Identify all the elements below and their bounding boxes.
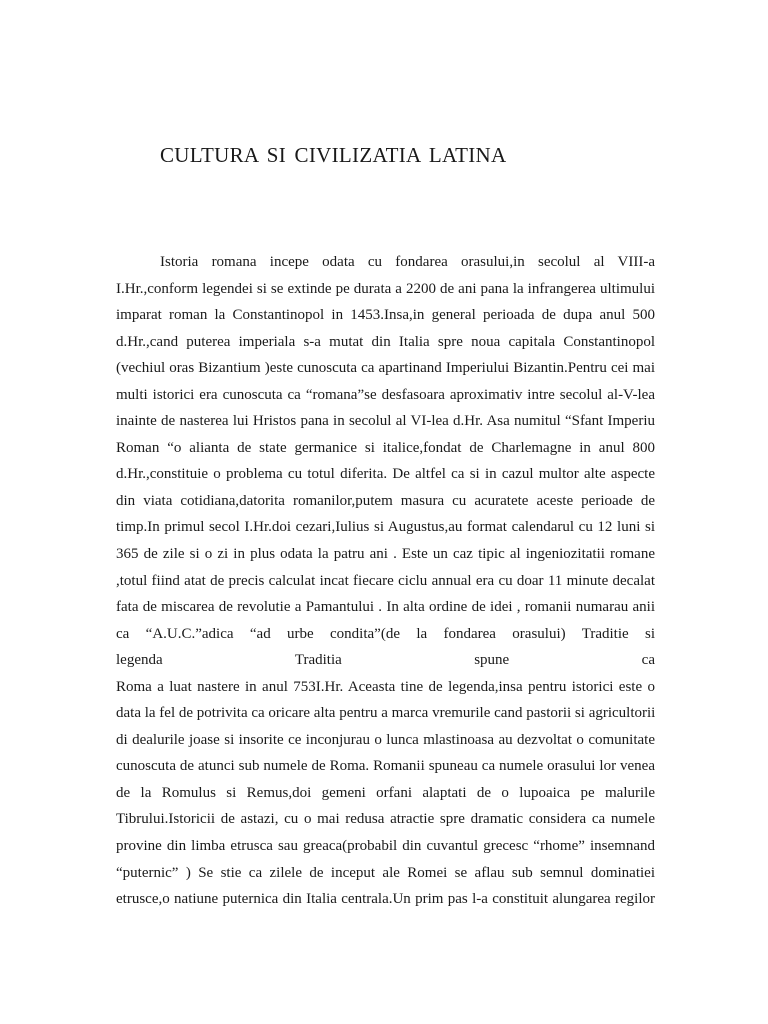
text-line: de la Romulus si Remus,doi gemeni orfani alaptati de o lupoaica pe malurile xyxy=(116,784,655,801)
text-line: d.Hr.,constituie o problema cu totul diferita. De altfel ca si in cazul multor alte aspecte xyxy=(116,466,655,483)
text-line: imparat roman la Constantinopol in 1453.Insa,in general perioada de dupa anul 500 xyxy=(116,307,655,324)
text-line: I.Hr.,conform legendei si se extinde pe durata a 2200 de ani pana la infrangerea ultimului xyxy=(116,280,655,297)
text-line: d.Hr.,cand puterea imperiala s-a mutat din Italia spre noua capitala Constantinopol xyxy=(116,333,655,350)
text-line: 365 de zile si o zi in plus odata la patru ani . Este un caz tipic al ingeniozitatii romane xyxy=(116,546,655,563)
text-line: din viata cotidiana,datorita romanilor,putem masura cu acuratete aceste perioade de xyxy=(116,492,655,509)
text-line: multi istorici era cunoscuta ca “romana”se desfasoara aproximativ intre secolul al-V-lea xyxy=(116,386,655,403)
text-line: Tibrului.Istoricii de astazi, cu o mai redusa atractie spre dramatic considera ca numele xyxy=(116,811,655,828)
text-line: etrusce,o natiune puternica din Italia centrala.Un prim pas l-a constituit alungarea regilor xyxy=(116,891,655,908)
document-title: CULTURA SI CIVILIZATIA LATINA xyxy=(160,143,507,167)
text-line: provine din limba etrusca sau greaca(probabil din cuvantul grecesc “rhome” insemnand xyxy=(116,838,655,855)
text-line: ca “A.U.C.”adica “ad urbe condita”(de la fondarea orasului) Traditie si xyxy=(116,625,655,642)
text-line: (vechiul oras Bizantium )este cunoscuta ca apartinand Imperiului Bizantin.Pentru cei mai xyxy=(116,360,655,377)
text-line: cunoscuta de atunci sub numele de Roma. Romanii spuneau ca numele orasului lor venea xyxy=(116,758,655,775)
text-line: fata de miscarea de revolutie a Pamantului . In alta ordine de idei , romanii numarau anii xyxy=(116,599,655,616)
text-line: Roman “o alianta de state germanice si italice,fondat de Charlemagne in anul 800 xyxy=(116,439,655,456)
text-line: ,totul fiind atat de precis calculat incat fiecare ciclu annual era cu doar 11 minute decalat xyxy=(116,572,655,589)
text-line: legenda Traditia spune ca xyxy=(116,652,655,669)
text-line: Istoria romana incepe odata cu fondarea orasului,in secolul al VIII-a xyxy=(160,254,655,270)
text-line: data la fel de potrivita ca oricare alta pentru a marca vremurile cand pastorii si agricultorii xyxy=(116,705,656,722)
text-line: “puternic” ) Se stie ca zilele de inceput ale Romei se aflau sub semnul dominatiei xyxy=(116,864,655,881)
text-line: inainte de nasterea lui Hristos pana in secolul al VI-lea d.Hr. Asa numitul “Sfant Imperiu xyxy=(116,413,655,430)
body-paragraph xyxy=(116,249,655,913)
text-line: Roma a luat nastere in anul 753I.Hr. Aceasta tine de legenda,insa pentru istorici este o xyxy=(116,678,655,695)
text-line: di dealurile joase si insorite ce inconjurau o lunca mlastinoasa au dezvoltat o comunitate xyxy=(116,731,655,748)
text-line: timp.In primul secol I.Hr.doi cezari,Iulius si Augustus,au format calendarul cu 12 luni si xyxy=(116,519,655,536)
